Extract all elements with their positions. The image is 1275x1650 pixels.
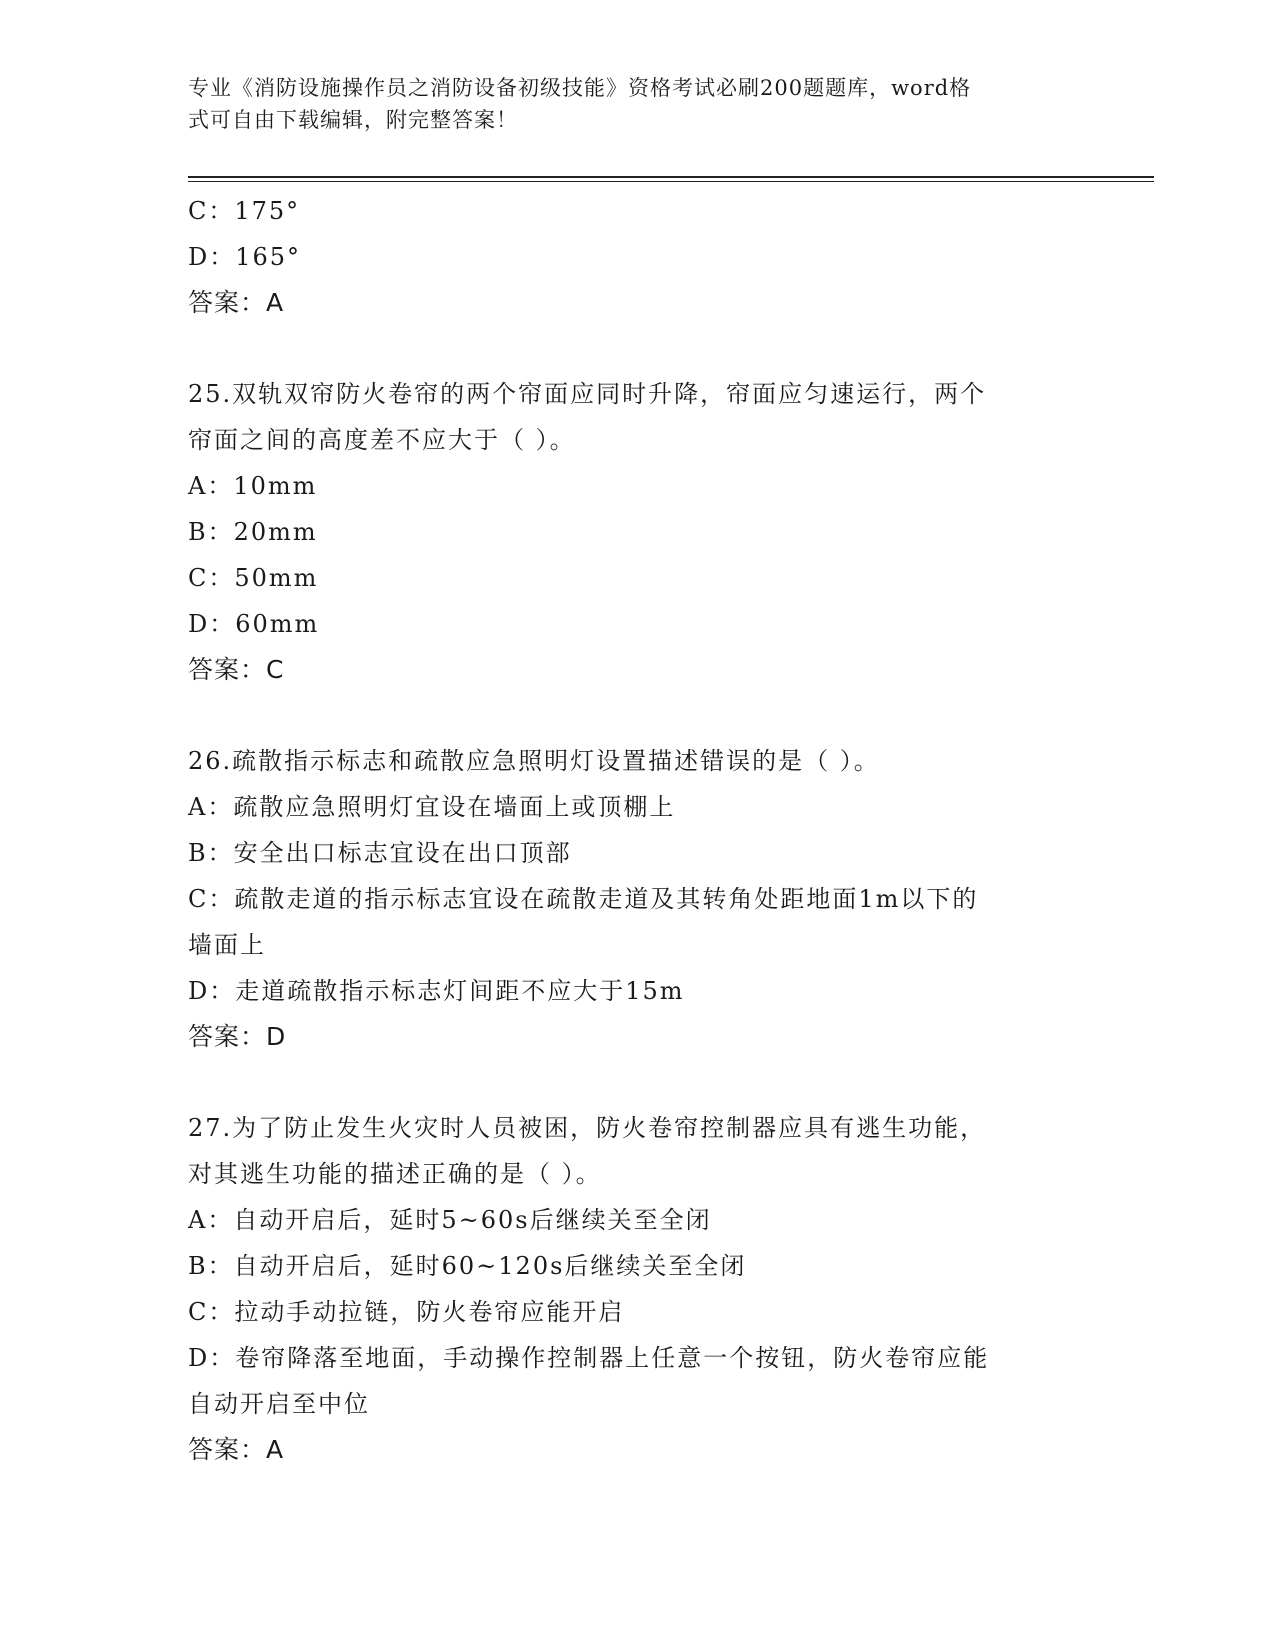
question-25 [188, 371, 1078, 693]
question-stem: 27.为了防止发生火灾时人员被困，防火卷帘控制器应具有逃生功能， [188, 1114, 987, 1142]
question-24-tail [188, 188, 1078, 326]
option-c-continued: 墙面上 [188, 931, 266, 959]
question-stem: 25.双轨双帘防火卷帘的两个帘面应同时升降，帘面应匀速运行，两个 [188, 380, 987, 408]
page-header [188, 72, 1068, 136]
spacer [188, 326, 1078, 371]
question-26 [188, 738, 1078, 1060]
option-c: C：175° [188, 197, 301, 225]
question-stem-continued: 帘面之间的高度差不应大于（ ）。 [188, 426, 576, 454]
header-rule-thin [188, 181, 1154, 182]
option-d: D：走道疏散指示标志灯间距不应大于15m [188, 977, 685, 1005]
header-rule-thick [188, 176, 1154, 178]
question-stem-continued: 对其逃生功能的描述正确的是（ ）。 [188, 1160, 602, 1188]
header-title-line-2: 式可自由下载编辑，附完整答案！ [188, 108, 518, 132]
question-content [188, 188, 1078, 1473]
question-27 [188, 1105, 1078, 1473]
option-c: C：50mm [188, 564, 319, 592]
spacer [188, 693, 1078, 738]
option-c: C：疏散走道的指示标志宜设在疏散走道及其转角处距地面1m以下的 [188, 885, 979, 913]
spacer [188, 1060, 1078, 1105]
answer-line: 答案：A [188, 1435, 285, 1464]
option-d: D：165° [188, 243, 302, 271]
option-d-continued: 自动开启至中位 [188, 1390, 370, 1418]
header-title-line-1: 专业《消防设施操作员之消防设备初级技能》资格考试必刷200题题库，word格 [188, 76, 972, 100]
option-b: B：20mm [188, 518, 318, 546]
option-a: A：10mm [188, 472, 318, 500]
answer-line: 答案：A [188, 288, 285, 317]
question-stem: 26.疏散指示标志和疏散应急照明灯设置描述错误的是（ ）。 [188, 747, 880, 775]
answer-line: 答案：D [188, 1022, 287, 1051]
option-b: B：自动开启后，延时60~120s后继续关至全闭 [188, 1252, 747, 1280]
option-c: C：拉动手动拉链，防火卷帘应能开启 [188, 1298, 625, 1326]
option-a: A：自动开启后，延时5~60s后继续关至全闭 [188, 1206, 712, 1234]
option-d: D：60mm [188, 610, 320, 638]
answer-line: 答案：C [188, 655, 285, 684]
option-d: D：卷帘降落至地面，手动操作控制器上任意一个按钮，防火卷帘应能 [188, 1344, 990, 1372]
option-a: A：疏散应急照明灯宜设在墙面上或顶棚上 [188, 793, 676, 821]
option-b: B：安全出口标志宜设在出口顶部 [188, 839, 572, 867]
